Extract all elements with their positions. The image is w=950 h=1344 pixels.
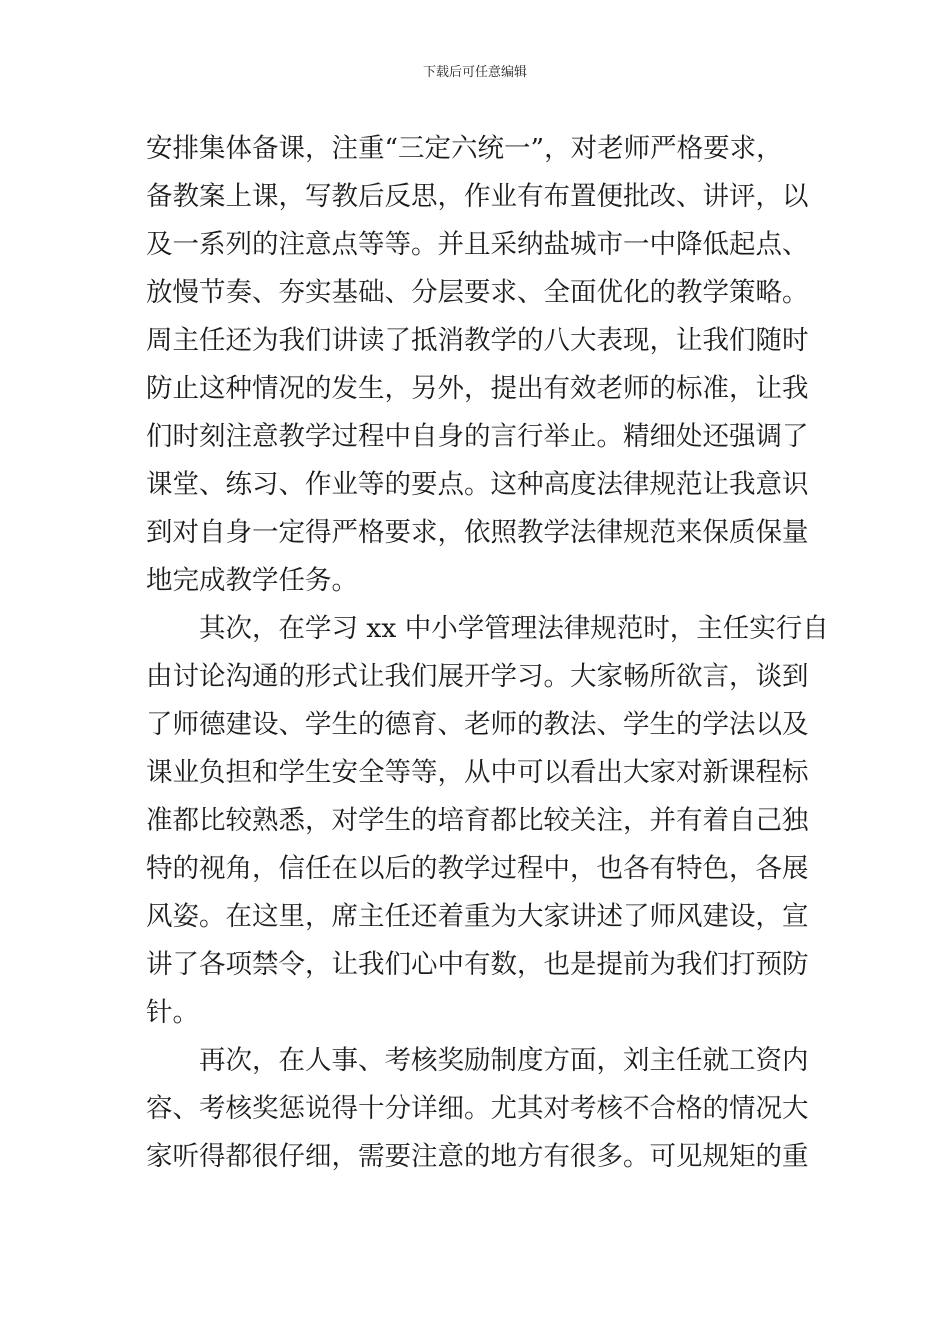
text-line: 容、考核奖惩说得十分详细。尤其对考核不合格的情况大	[146, 1093, 809, 1124]
text-line: 备教案上课，写教后反思，作业有布置便批改、讲评，以	[146, 181, 809, 212]
text-line: 地完成教学任务。	[146, 565, 358, 596]
text-line: 到对自身一定得严格要求，依照教学法律规范来保质保量	[146, 517, 809, 548]
text-line: 风姿。在这里，席主任还着重为大家讲述了师风建设，宣	[146, 901, 809, 932]
body-text	[146, 125, 829, 1181]
text-line: 们时刻注意教学过程中自身的言行举止。精细处还强调了	[146, 421, 809, 452]
text-line: 准都比较熟悉，对学生的培育都比较关注，并有着自己独	[146, 805, 809, 836]
text-line: 讲了各项禁令，让我们心中有数，也是提前为我们打预防	[146, 949, 809, 980]
text-line: 特的视角，信任在以后的教学过程中，也各有特色，各展	[146, 853, 809, 884]
page-header: 下载后可任意编辑	[422, 65, 527, 80]
text-line: 针。	[146, 997, 199, 1028]
text-line: 家听得都很仔细，需要注意的地方有很多。可见规矩的重	[146, 1141, 809, 1172]
text-line: 防止这种情况的发生，另外，提出有效老师的标准，让我	[146, 373, 809, 404]
text-line: 课堂、练习、作业等的要点。这种高度法律规范让我意识	[146, 469, 809, 500]
text-line: 再次，在人事、考核奖励制度方面，刘主任就工资内	[199, 1045, 809, 1076]
text-line: 了师德建设、学生的德育、老师的教法、学生的学法以及	[146, 709, 809, 740]
text-line: 周主任还为我们讲读了抵消教学的八大表现，让我们随时	[146, 325, 809, 356]
text-line: 放慢节奏、夯实基础、分层要求、全面优化的教学策略。	[146, 277, 809, 308]
text-line: 课业负担和学生安全等等，从中可以看出大家对新课程标	[146, 757, 809, 788]
text-line: 及一系列的注意点等等。并且采纳盐城市一中降低起点、	[146, 229, 809, 260]
text-line: 由讨论沟通的形式让我们展开学习。大家畅所欲言，谈到	[146, 661, 809, 692]
text-line: 安排集体备课，注重“三定六统一”，对老师严格要求，	[146, 133, 783, 164]
text-line: 其次，在学习 xx 中小学管理法律规范时，主任实行自	[199, 613, 829, 644]
